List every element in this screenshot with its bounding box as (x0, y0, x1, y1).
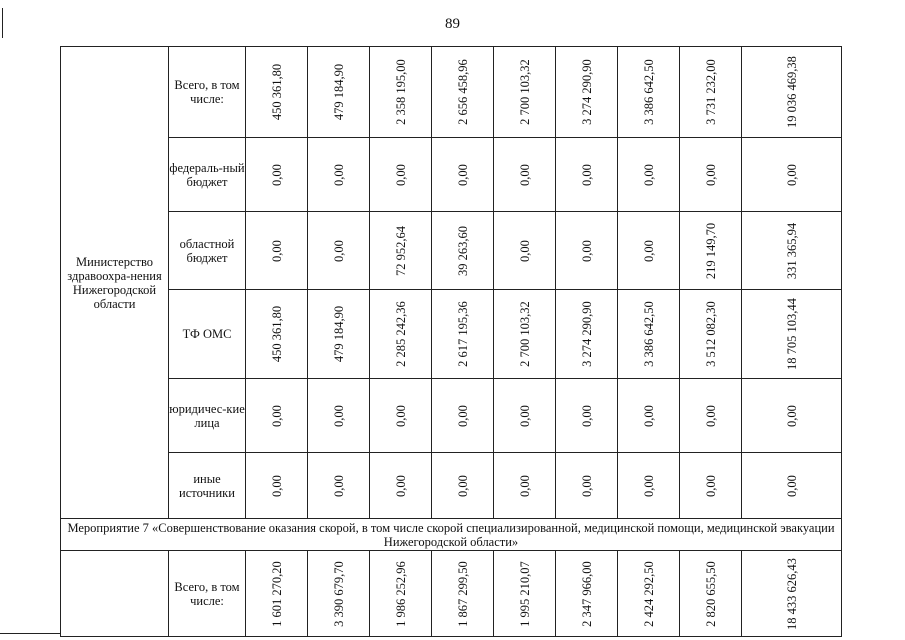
table-row (61, 379, 842, 453)
value-text: 0,00 (641, 474, 656, 497)
value-text: 18 433 626,43 (784, 557, 799, 630)
value-text: 0,00 (455, 474, 470, 497)
value-cell (742, 47, 842, 138)
value-text: 0,00 (579, 239, 594, 262)
value-text: 0,00 (517, 474, 532, 497)
value-text: 0,00 (269, 163, 284, 186)
value-text: 219 149,70 (703, 222, 718, 279)
value-text: 0,00 (641, 404, 656, 427)
value-cell (370, 453, 432, 519)
event-title: Мероприятие 7 «Совершенствование оказания скорой, в том числе скорой специализированной, медицинской помощи, медицинской эвакуации Нижегородской области» (61, 519, 842, 551)
value-cell (246, 47, 308, 138)
value-text: 0,00 (703, 163, 718, 186)
value-cell (370, 290, 432, 379)
value-text: 2 285 242,36 (393, 301, 408, 367)
value-cell (680, 212, 742, 290)
value-text: 0,00 (393, 163, 408, 186)
value-cell (742, 212, 842, 290)
value-text: 1 867 299,50 (455, 560, 470, 627)
value-cell (618, 47, 680, 138)
bottom-edge-mark (0, 633, 60, 634)
value-cell (618, 290, 680, 379)
value-text: 0,00 (269, 474, 284, 497)
value-text: 0,00 (784, 404, 799, 427)
value-text: 3 274 290,90 (579, 59, 594, 125)
value-cell (308, 138, 370, 212)
value-text: 0,00 (517, 239, 532, 262)
value-text: 2 347 966,00 (579, 560, 594, 627)
value-cell (680, 379, 742, 453)
value-text: 1 986 252,96 (393, 560, 408, 627)
value-cell (308, 47, 370, 138)
value-cell (556, 551, 618, 637)
table-row (61, 551, 842, 637)
value-cell (680, 453, 742, 519)
value-text: 0,00 (455, 163, 470, 186)
value-cell (432, 551, 494, 637)
value-text: 0,00 (517, 404, 532, 427)
value-cell (370, 551, 432, 637)
value-cell (680, 551, 742, 637)
value-cell (742, 551, 842, 637)
value-text: 450 361,80 (269, 63, 284, 121)
value-text: 3 512 082,30 (703, 301, 718, 367)
value-text: 3 390 679,70 (331, 560, 346, 627)
value-cell (742, 138, 842, 212)
funding-source-cell: ТФ ОМС (169, 290, 246, 379)
value-cell (618, 551, 680, 637)
value-cell (556, 138, 618, 212)
value-text: 72 952,64 (393, 225, 408, 276)
value-text: 0,00 (393, 474, 408, 497)
value-text: 0,00 (703, 474, 718, 497)
value-cell (494, 453, 556, 519)
funding-source-cell: иные источники (169, 453, 246, 519)
value-cell (308, 212, 370, 290)
value-cell (246, 290, 308, 379)
value-text: 2 700 103,32 (517, 301, 532, 367)
value-text: 3 386 642,50 (641, 301, 656, 367)
value-cell (618, 453, 680, 519)
value-text: 3 274 290,90 (579, 301, 594, 367)
value-text: 0,00 (331, 474, 346, 497)
value-text: 0,00 (784, 163, 799, 186)
value-cell (308, 290, 370, 379)
value-cell (494, 212, 556, 290)
funding-source-cell: федераль-ный бюджет (169, 138, 246, 212)
value-cell (308, 379, 370, 453)
value-text: 0,00 (579, 474, 594, 497)
value-text: 3 386 642,50 (641, 59, 656, 125)
value-cell (742, 453, 842, 519)
value-cell (432, 138, 494, 212)
value-text: 0,00 (579, 163, 594, 186)
value-cell (432, 453, 494, 519)
value-cell (246, 379, 308, 453)
value-text: 2 358 195,00 (393, 59, 408, 125)
value-cell (370, 47, 432, 138)
value-cell (680, 47, 742, 138)
value-cell (370, 379, 432, 453)
organization-cell-empty (61, 551, 169, 637)
event-title-row (61, 519, 842, 551)
value-cell (618, 379, 680, 453)
value-text: 2 700 103,32 (517, 59, 532, 125)
value-text: 0,00 (331, 239, 346, 262)
page-number: 89 (445, 16, 460, 32)
value-cell (432, 47, 494, 138)
value-text: 1 601 270,20 (269, 560, 284, 627)
value-text: 0,00 (393, 404, 408, 427)
value-text: 0,00 (269, 404, 284, 427)
value-text: 19 036 469,38 (784, 56, 799, 128)
value-cell (556, 47, 618, 138)
value-cell (308, 453, 370, 519)
value-cell (494, 379, 556, 453)
value-cell (246, 212, 308, 290)
left-edge-mark (2, 8, 3, 38)
value-text: 0,00 (641, 163, 656, 186)
value-text: 0,00 (579, 404, 594, 427)
value-text: 18 705 103,44 (784, 298, 799, 370)
value-cell (494, 290, 556, 379)
value-text: 479 184,90 (331, 63, 346, 121)
value-text: 2 617 195,36 (455, 301, 470, 367)
value-text: 0,00 (784, 474, 799, 497)
value-cell (370, 138, 432, 212)
value-text: 0,00 (517, 163, 532, 186)
table-row (61, 290, 842, 379)
funding-source-cell: Всего, в том числе: (169, 551, 246, 637)
value-text: 0,00 (703, 404, 718, 427)
value-text: 1 995 210,07 (517, 560, 532, 627)
organization-cell: Министерство здравоохра-нения Нижегородской области (61, 47, 169, 519)
value-cell (556, 212, 618, 290)
table-row (61, 212, 842, 290)
value-cell (370, 212, 432, 290)
funding-source-cell: областной бюджет (169, 212, 246, 290)
value-text: 2 424 292,50 (641, 560, 656, 627)
value-text: 39 263,60 (455, 225, 470, 276)
value-text: 0,00 (331, 163, 346, 186)
value-cell (742, 379, 842, 453)
table-row (61, 138, 842, 212)
value-text: 3 731 232,00 (703, 59, 718, 125)
value-cell (308, 551, 370, 637)
value-text: 0,00 (455, 404, 470, 427)
value-cell (680, 290, 742, 379)
value-text: 2 656 458,96 (455, 59, 470, 125)
value-text: 2 820 655,50 (703, 560, 718, 627)
value-cell (618, 138, 680, 212)
value-cell (432, 290, 494, 379)
value-cell (494, 551, 556, 637)
value-cell (556, 453, 618, 519)
value-text: 0,00 (641, 239, 656, 262)
value-text: 479 184,90 (331, 305, 346, 363)
table-row (61, 47, 842, 138)
value-cell (246, 551, 308, 637)
value-cell (432, 212, 494, 290)
table-row (61, 453, 842, 519)
value-text: 0,00 (331, 404, 346, 427)
value-cell (246, 453, 308, 519)
value-text: 0,00 (269, 239, 284, 262)
funding-source-cell: Всего, в том числе: (169, 47, 246, 138)
value-cell (494, 138, 556, 212)
funding-source-cell: юридичес-кие лица (169, 379, 246, 453)
value-cell (556, 379, 618, 453)
value-cell (618, 212, 680, 290)
value-cell (556, 290, 618, 379)
value-cell (494, 47, 556, 138)
value-cell (680, 138, 742, 212)
value-cell (246, 138, 308, 212)
value-cell (742, 290, 842, 379)
budget-table (60, 46, 842, 637)
value-text: 450 361,80 (269, 305, 284, 363)
value-text: 331 365,94 (784, 222, 799, 279)
value-cell (432, 379, 494, 453)
